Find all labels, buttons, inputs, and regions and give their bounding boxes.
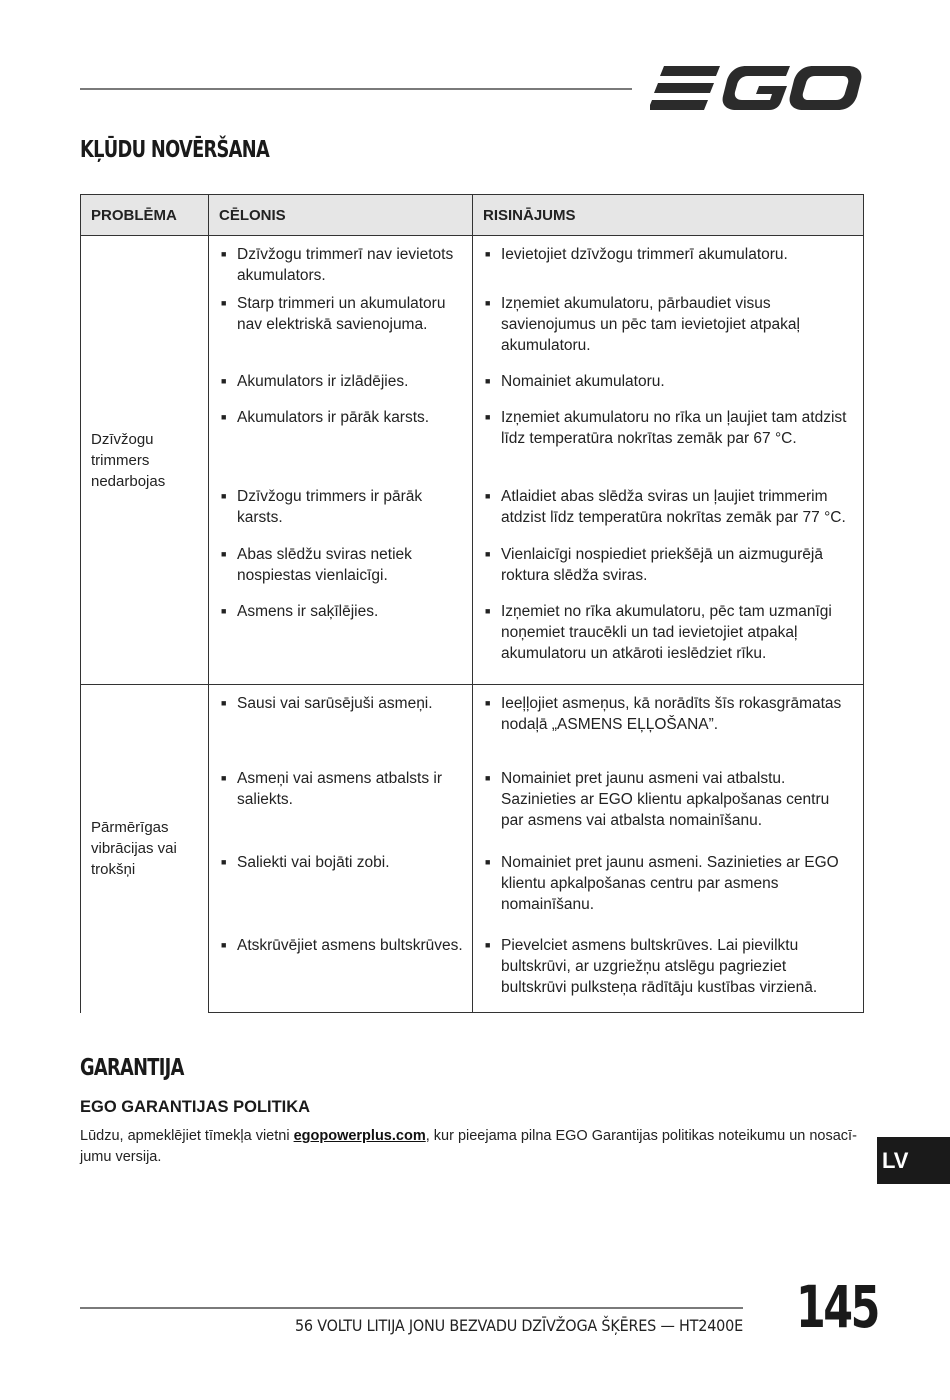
bullet-icon: ■	[485, 411, 491, 422]
problem-cell: Dzīvžogu trimmers nedarbojas	[81, 236, 209, 685]
solution-cell: ■ Nomainiet pret jaunu asmeni. Sazinieties ar EGO klientu apkalpošanas centru par asmens nomainīšanu.	[473, 852, 864, 935]
solution-cell: ■ Izņemiet akumulatoru no rīka un ļaujiet tam atdzist līdz temperatūra nokrītas zemāk par 67 °C.	[473, 407, 864, 486]
header-cause: CĒLONIS	[209, 195, 473, 236]
bullet-icon: ■	[221, 249, 227, 259]
bullet-icon: ■	[221, 772, 227, 783]
bullet-icon: ■	[485, 249, 491, 259]
bullet-icon: ■	[485, 939, 491, 950]
bullet-icon: ■	[221, 490, 227, 501]
cause-cell: ■ Akumulators ir pārāk karsts.	[209, 407, 473, 486]
bullet-icon: ■	[485, 856, 491, 867]
cause-cell: ■ Abas slēdžu sviras netiek nospiestas vienlaicīgi.	[209, 544, 473, 601]
footer-rule	[80, 1307, 743, 1309]
ego-logo	[650, 64, 862, 112]
bullet-icon: ■	[485, 772, 491, 783]
language-tab: LV	[877, 1137, 950, 1184]
bullet-icon: ■	[221, 548, 227, 559]
footer-product-title: 56 VOLTU LITIJA JONU BEZVADU DZĪVŽOGA ŠĶĒRES — HT2400E	[294, 1316, 743, 1335]
cause-cell: ■ Asmeņi vai asmens atbalsts ir saliekts.	[209, 768, 473, 852]
cause-cell: ■ Dzīvžogu trimmers ir pārāk karsts.	[209, 486, 473, 544]
solution-cell: ■ Izņemiet akumulatoru, pārbaudiet visus savienojumus un pēc tam ievietojiet atpakaļ akumulatoru.	[473, 293, 864, 371]
cause-cell: ■ Saliekti vai bojāti zobi.	[209, 852, 473, 935]
header-solution: RISINĀJUMS	[473, 195, 864, 236]
solution-cell: ■ Atlaidiet abas slēdža sviras un ļaujiet trimmerim atdzist līdz temperatūra nokrītas zemāk par 77 °C.	[473, 486, 864, 544]
bullet-icon: ■	[485, 375, 491, 386]
page-number: 145	[796, 1273, 878, 1341]
cause-cell: ■ Atskrūvējiet asmens bultskrūves.	[209, 935, 473, 1013]
header-problem: PROBLĒMA	[81, 195, 209, 236]
solution-cell: ■ Izņemiet no rīka akumulatoru, pēc tam uzmanīgi noņemiet traucēkli un tad ievietojiet atpakaļ akumulatoru un atkāroti ieslēdziet rīku.	[473, 601, 864, 685]
cause-cell: ■ Starp trimmeri un akumulatoru nav elektriskā savienojuma.	[209, 293, 473, 371]
cause-cell: ■ Asmens ir saķīlējies.	[209, 601, 473, 685]
cause-cell: ■ Akumulators ir izlādējies.	[209, 371, 473, 407]
bullet-icon: ■	[485, 490, 491, 501]
header-rule	[80, 88, 632, 90]
bullet-icon: ■	[485, 605, 491, 616]
bullet-icon: ■	[221, 939, 227, 950]
bullet-icon: ■	[485, 698, 491, 708]
troubleshooting-title: KĻŪDU NOVĒRŠANA	[80, 137, 270, 163]
bullet-icon: ■	[221, 698, 227, 708]
solution-cell: ■ Nomainiet akumulatoru.	[473, 371, 864, 407]
egopowerplus-link[interactable]: egopowerplus.com	[293, 1128, 426, 1144]
bullet-icon: ■	[221, 297, 227, 308]
problem-cell: Pārmērīgas vibrācijas vai trokšņi	[81, 685, 209, 1013]
bullet-icon: ■	[485, 297, 491, 308]
warranty-title: GARANTIJA	[80, 1055, 184, 1081]
warranty-policy-text: Lūdzu, apmeklējiet tīmekļa vietni egopowerplus.com, kur pieejama pilna EGO Garantijas politikas noteikumu un nosacī-jumu versija.	[80, 1128, 857, 1165]
cause-cell: ■ Dzīvžogu trimmerī nav ievietots akumulators.	[209, 236, 473, 293]
solution-cell: ■ Pievelciet asmens bultskrūves. Lai pievilktu bultskrūvi, ar uzgriežņu atslēgu pagrieziet bultskrūvi pulksteņa rādītāju kustības virzienā.	[473, 935, 864, 1013]
solution-cell: ■ Nomainiet pret jaunu asmeni vai atbalstu. Sazinieties ar EGO klientu apkalpošanas centru par asmens vai atbalsta nomainīšanu.	[473, 768, 864, 852]
solution-cell: ■ Ievietojiet dzīvžogu trimmerī akumulatoru.	[473, 236, 864, 293]
bullet-icon: ■	[221, 856, 227, 867]
table-header-row	[81, 195, 864, 236]
solution-cell: ■ Vienlaicīgi nospiediet priekšējā un aizmugurējā roktura slēdža sviras.	[473, 544, 864, 601]
troubleshooting-table	[80, 194, 864, 1013]
table-row	[81, 236, 864, 293]
warranty-policy-subtitle: EGO GARANTIJAS POLITIKA	[80, 1098, 311, 1116]
bullet-icon: ■	[221, 605, 227, 616]
solution-cell: ■ Ieeļļojiet asmeņus, kā norādīts šīs rokasgrāmatas nodaļā „ASMENS EĻĻOŠANA”.	[473, 685, 864, 768]
bullet-icon: ■	[221, 411, 227, 422]
bullet-icon: ■	[221, 375, 227, 386]
table-row	[81, 685, 864, 768]
cause-cell: ■ Sausi vai sarūsējuši asmeņi.	[209, 685, 473, 768]
bullet-icon: ■	[485, 548, 491, 559]
